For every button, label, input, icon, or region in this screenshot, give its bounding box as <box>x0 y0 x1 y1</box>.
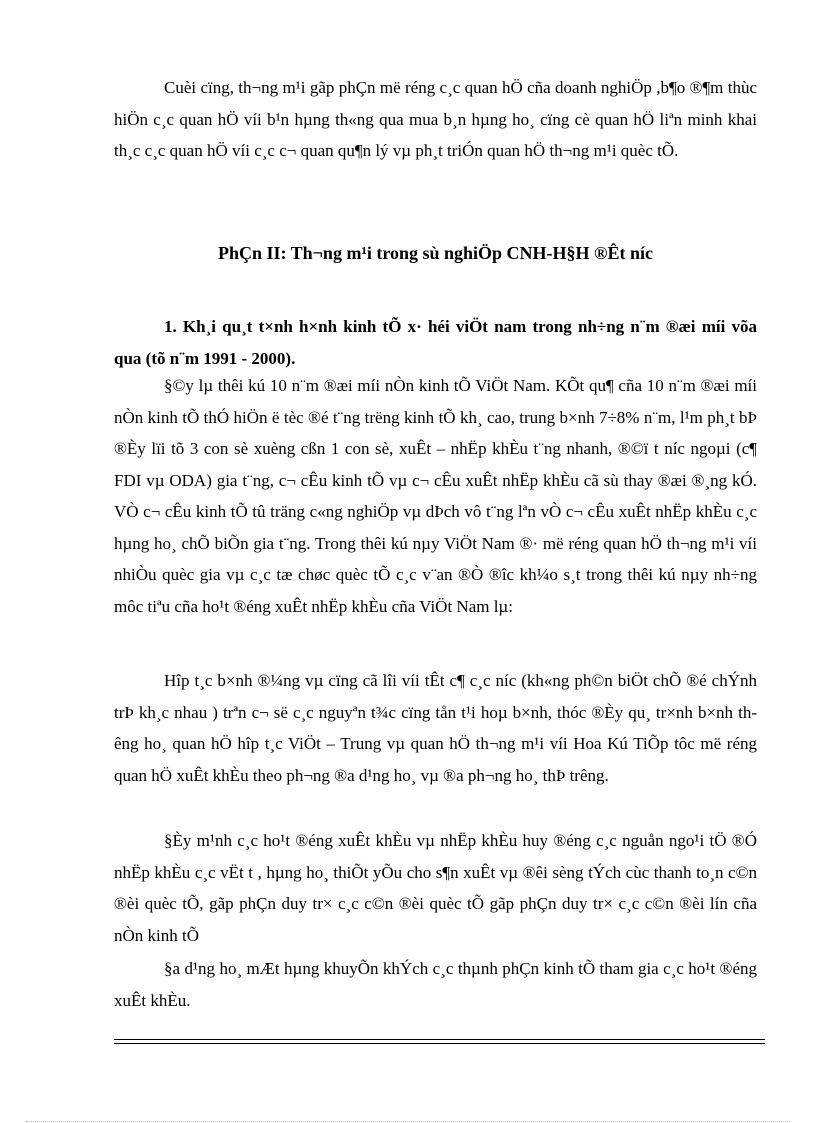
page-bottom-border <box>26 1121 790 1122</box>
paragraph-intro: Cuèi cïng, th¬ng m¹i gãp phÇn më réng c¸c quan hÖ cña doanh nghiÖp ,b¶o ®¶m thùc hiÖn c¸c quan hÖ víi b¹n hµng th«ng qua mua b¸n hµng ho¸ cïng cè quan hÖ liªn minh khai th¸c c¸c quan hÖ víi c¸c c¬ quan qu¶n lý vµ ph¸t triÓn quan hÖ th¬ng m¹i quèc tÕ. <box>114 78 757 160</box>
footer-rule-bottom <box>114 1043 765 1044</box>
paragraph-cooperation: Hîp t¸c b×nh ®¼ng vµ cïng cã lîi víi tÊt c¶ c¸c níc (kh«ng ph©n biÖt chÕ ®é chÝnh trÞ kh¸c nhau ) trªn c¬ së c¸c nguyªn t¾c cïng tån t¹i hoµ b×nh, thóc ®Èy qu¸ tr×nh b×nh thêng ho¸ quan hÖ hîp t¸c ViÖt – Trung vµ quan hÖ th¬ng m¹i víi Hoa Kú TiÕp tôc më réng quan hÖ xuÊt khÈu theo ph¬ng ®a d¹ng ho¸ vµ ®a ph¬ng ho¸ thÞ trêng. <box>114 671 757 785</box>
paragraph-overview: §©y lµ thêi kú 10 n¨m ®æi míi nÒn kinh tÕ ViÖt Nam. KÕt qu¶ cña 10 n¨m ®æi míi nÒn kinh tÕ thÓ hiÖn ë tèc ®é t¨ng trëng kinh tÕ kh¸ cao, trung b×nh 7÷8% n¨m, l¹m ph¸t bÞ ®Èy lïi tõ 3 con sè xuèng cßn 1 con sè, xuÊt – nhËp khÈu t¨ng nhanh, ®©ï t níc ngoµi (c¶ FDI vµ ODA) gia t¨ng, c¬ cÊu kinh tÕ vµ c¬ cÊu xuÊt nhËp khÈu cã sù thay ®æi ®¸ng kÓ. VÒ c¬ cÊu kinh tÕ tû träng c«ng nghiÖp vµ dÞch vô t¨ng lªn vÒ c¬ cÊu xuÊt nhËp khÈu c¸c hµng ho¸ chÕ biÕn gia t¨ng. Trong thêi kú nµy ViÖt Nam ®· më réng quan hÖ th¬ng m¹i víi nhiÒu quèc gia vµ c¸c tæ chøc quèc tÕ c¸c v¨an ®Ò ®îc kh¼o s¸t trong thêi kú nµy nh÷ng môc tiªu cña ho¹t ®éng xuÊt nhËp khÈu cña ViÖt Nam lµ: <box>114 376 757 616</box>
section-heading: PhÇn II: Th¬ng m¹i trong sù nghiÖp CNH-H§H ®Êt níc <box>217 243 654 263</box>
paragraph-diversify: §a d¹ng ho¸ mÆt hµng khuyÕn khÝch c¸c thµnh phÇn kinh tÕ tham gia c¸c ho¹t ®éng xuÊt khÈu. <box>114 959 757 1010</box>
footer-rule-top <box>114 1039 765 1040</box>
paragraph-export-import: §Èy m¹nh c¸c ho¹t ®éng xuÊt khÈu vµ nhËp khÈu huy ®éng c¸c nguån ngo¹i tÖ ®Ó nhËp khÈu c¸c vËt t , hµng ho¸ thiÕt yÕu cho s¶n xuÊt vµ ®êi sèng tÝch cùc thanh to¸n c©n ®èi quèc tÕ, gãp phÇn duy tr× c¸c c©n ®èi quèc tÕ gãp phÇn duy tr× c¸c c©n ®èi lín cña nÒn kinh tÕ <box>114 831 757 945</box>
subsection-title: 1. Kh¸i qu¸t t×nh h×nh kinh tÕ x· héi viÖt nam trong nh÷ng n¨m ®æi míi võa qua (tõ n¨m 1991 - 2000). <box>114 317 757 368</box>
